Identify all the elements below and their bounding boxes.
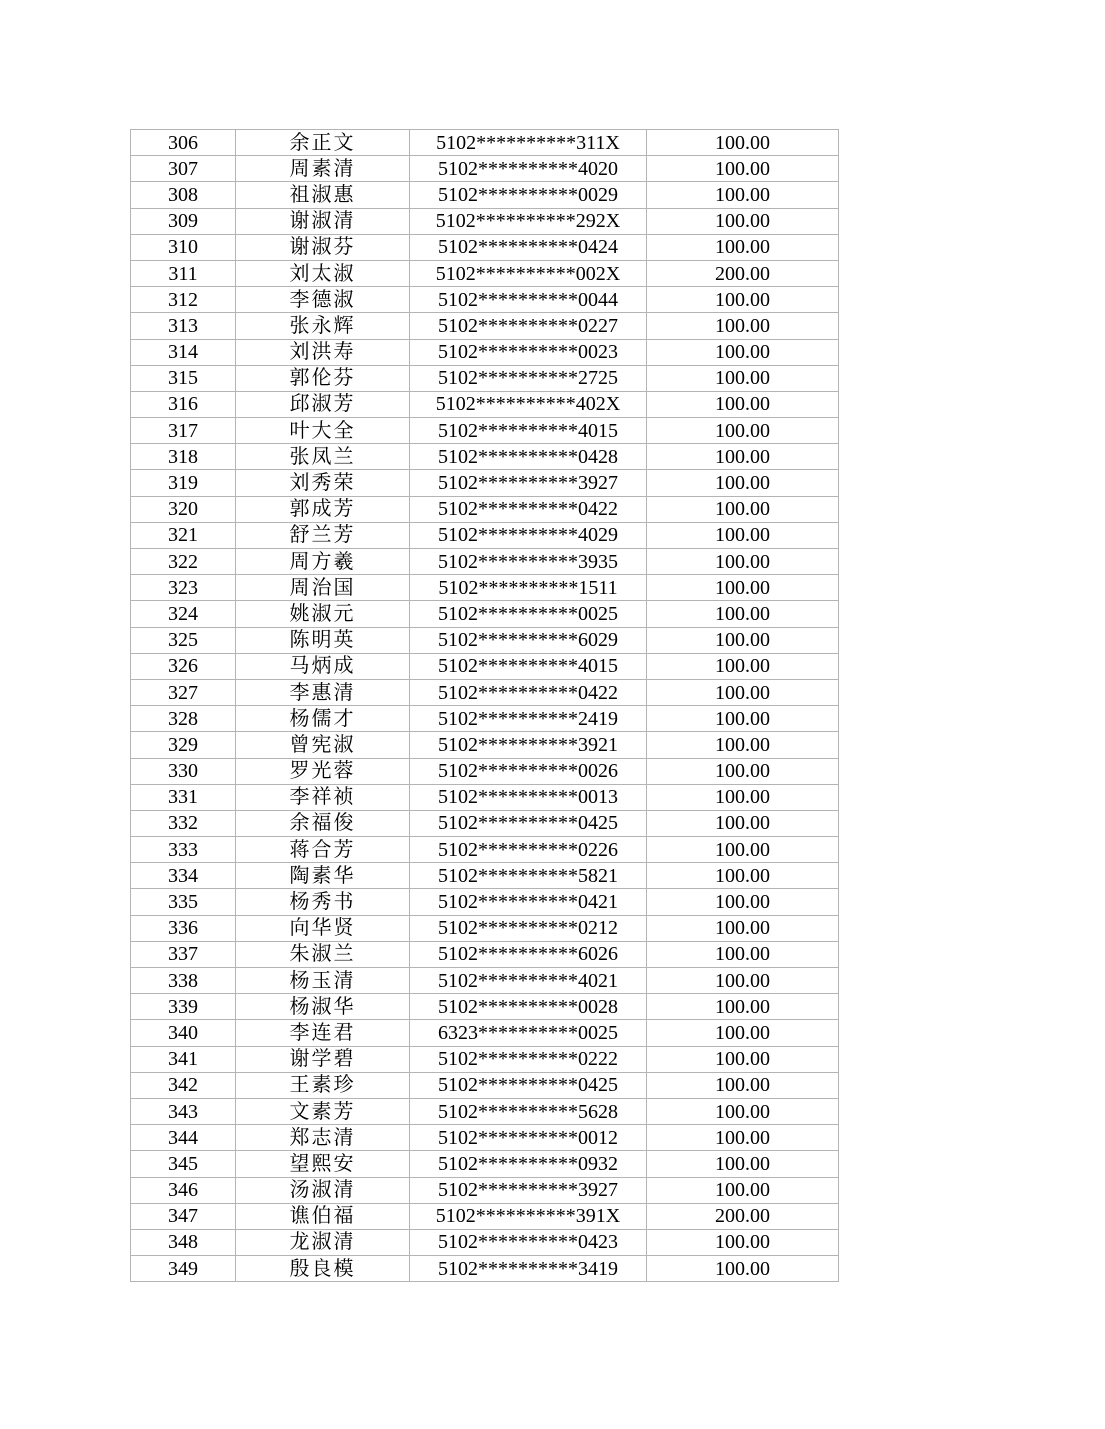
table-row bbox=[131, 1098, 839, 1124]
id-number-cell: 5102**********0421 bbox=[410, 889, 647, 915]
amount-cell: 100.00 bbox=[647, 522, 839, 548]
person-name-cell: 李惠清 bbox=[236, 679, 410, 705]
id-number-cell: 5102**********0425 bbox=[410, 1072, 647, 1098]
row-number-cell: 314 bbox=[131, 339, 236, 365]
id-number-cell: 5102**********3419 bbox=[410, 1256, 647, 1282]
row-number-cell: 316 bbox=[131, 391, 236, 417]
row-number-cell: 338 bbox=[131, 968, 236, 994]
id-number-cell: 5102**********4015 bbox=[410, 418, 647, 444]
row-number-cell: 323 bbox=[131, 575, 236, 601]
id-number-cell: 5102**********0424 bbox=[410, 234, 647, 260]
table-row bbox=[131, 1020, 839, 1046]
amount-cell: 100.00 bbox=[647, 601, 839, 627]
table-row bbox=[131, 784, 839, 810]
row-number-cell: 319 bbox=[131, 470, 236, 496]
table-row bbox=[131, 418, 839, 444]
person-name-cell: 罗光蓉 bbox=[236, 758, 410, 784]
amount-cell: 100.00 bbox=[647, 732, 839, 758]
table-row bbox=[131, 339, 839, 365]
row-number-cell: 334 bbox=[131, 863, 236, 889]
row-number-cell: 333 bbox=[131, 837, 236, 863]
person-name-cell: 周方羲 bbox=[236, 549, 410, 575]
row-number-cell: 311 bbox=[131, 260, 236, 286]
person-name-cell: 蒋合芳 bbox=[236, 837, 410, 863]
table-row bbox=[131, 444, 839, 470]
amount-cell: 100.00 bbox=[647, 1229, 839, 1255]
person-name-cell: 杨儒才 bbox=[236, 706, 410, 732]
amount-cell: 100.00 bbox=[647, 784, 839, 810]
person-name-cell: 叶大全 bbox=[236, 418, 410, 444]
person-name-cell: 殷良模 bbox=[236, 1256, 410, 1282]
row-number-cell: 341 bbox=[131, 1046, 236, 1072]
amount-cell: 100.00 bbox=[647, 496, 839, 522]
person-name-cell: 杨秀书 bbox=[236, 889, 410, 915]
row-number-cell: 324 bbox=[131, 601, 236, 627]
id-number-cell: 5102**********5821 bbox=[410, 863, 647, 889]
person-name-cell: 汤淑清 bbox=[236, 1177, 410, 1203]
table-row bbox=[131, 627, 839, 653]
row-number-cell: 331 bbox=[131, 784, 236, 810]
table-row bbox=[131, 182, 839, 208]
id-number-cell: 5102**********3927 bbox=[410, 470, 647, 496]
person-name-cell: 文素芳 bbox=[236, 1098, 410, 1124]
row-number-cell: 349 bbox=[131, 1256, 236, 1282]
person-name-cell: 望熙安 bbox=[236, 1151, 410, 1177]
person-name-cell: 李德淑 bbox=[236, 287, 410, 313]
id-number-cell: 5102**********311X bbox=[410, 130, 647, 156]
id-number-cell: 5102**********0227 bbox=[410, 313, 647, 339]
amount-cell: 100.00 bbox=[647, 1098, 839, 1124]
row-number-cell: 313 bbox=[131, 313, 236, 339]
person-name-cell: 谢学碧 bbox=[236, 1046, 410, 1072]
table-row bbox=[131, 601, 839, 627]
row-number-cell: 332 bbox=[131, 810, 236, 836]
table-row bbox=[131, 1072, 839, 1098]
id-number-cell: 5102**********0423 bbox=[410, 1229, 647, 1255]
table-row bbox=[131, 365, 839, 391]
table-row bbox=[131, 575, 839, 601]
id-number-cell: 5102**********0025 bbox=[410, 601, 647, 627]
row-number-cell: 342 bbox=[131, 1072, 236, 1098]
row-number-cell: 340 bbox=[131, 1020, 236, 1046]
table-row bbox=[131, 1229, 839, 1255]
id-number-cell: 5102**********0212 bbox=[410, 915, 647, 941]
row-number-cell: 329 bbox=[131, 732, 236, 758]
amount-cell: 100.00 bbox=[647, 313, 839, 339]
amount-cell: 100.00 bbox=[647, 470, 839, 496]
person-name-cell: 舒兰芳 bbox=[236, 522, 410, 548]
row-number-cell: 310 bbox=[131, 234, 236, 260]
person-name-cell: 郭伦芬 bbox=[236, 365, 410, 391]
table-row bbox=[131, 758, 839, 784]
person-name-cell: 祖淑惠 bbox=[236, 182, 410, 208]
row-number-cell: 306 bbox=[131, 130, 236, 156]
person-name-cell: 刘洪寿 bbox=[236, 339, 410, 365]
row-number-cell: 337 bbox=[131, 941, 236, 967]
row-number-cell: 325 bbox=[131, 627, 236, 653]
amount-cell: 100.00 bbox=[647, 863, 839, 889]
table-row bbox=[131, 706, 839, 732]
person-name-cell: 周素清 bbox=[236, 156, 410, 182]
row-number-cell: 309 bbox=[131, 208, 236, 234]
person-name-cell: 谯伯福 bbox=[236, 1203, 410, 1229]
table-row bbox=[131, 287, 839, 313]
id-number-cell: 5102**********0029 bbox=[410, 182, 647, 208]
person-name-cell: 曾宪淑 bbox=[236, 732, 410, 758]
table-row bbox=[131, 732, 839, 758]
person-name-cell: 李祥祯 bbox=[236, 784, 410, 810]
person-name-cell: 向华贤 bbox=[236, 915, 410, 941]
id-number-cell: 5102**********0222 bbox=[410, 1046, 647, 1072]
id-number-cell: 5102**********0044 bbox=[410, 287, 647, 313]
row-number-cell: 321 bbox=[131, 522, 236, 548]
table-row bbox=[131, 810, 839, 836]
table-row bbox=[131, 653, 839, 679]
person-name-cell: 邱淑芳 bbox=[236, 391, 410, 417]
amount-cell: 100.00 bbox=[647, 182, 839, 208]
table-row bbox=[131, 234, 839, 260]
id-number-cell: 5102**********0422 bbox=[410, 496, 647, 522]
person-name-cell: 余福俊 bbox=[236, 810, 410, 836]
amount-cell: 100.00 bbox=[647, 706, 839, 732]
amount-cell: 100.00 bbox=[647, 758, 839, 784]
row-number-cell: 322 bbox=[131, 549, 236, 575]
amount-cell: 100.00 bbox=[647, 837, 839, 863]
person-name-cell: 谢淑芬 bbox=[236, 234, 410, 260]
row-number-cell: 347 bbox=[131, 1203, 236, 1229]
table-row bbox=[131, 889, 839, 915]
table-row bbox=[131, 994, 839, 1020]
amount-cell: 100.00 bbox=[647, 444, 839, 470]
id-number-cell: 5102**********0932 bbox=[410, 1151, 647, 1177]
id-number-cell: 5102**********6029 bbox=[410, 627, 647, 653]
data-table bbox=[130, 129, 839, 1282]
id-number-cell: 5102**********0012 bbox=[410, 1125, 647, 1151]
row-number-cell: 339 bbox=[131, 994, 236, 1020]
amount-cell: 100.00 bbox=[647, 968, 839, 994]
table-row bbox=[131, 915, 839, 941]
id-number-cell: 5102**********3935 bbox=[410, 549, 647, 575]
table-row bbox=[131, 522, 839, 548]
table-row bbox=[131, 1177, 839, 1203]
amount-cell: 100.00 bbox=[647, 339, 839, 365]
amount-cell: 100.00 bbox=[647, 653, 839, 679]
table-row bbox=[131, 130, 839, 156]
table-row bbox=[131, 1256, 839, 1282]
row-number-cell: 346 bbox=[131, 1177, 236, 1203]
amount-cell: 100.00 bbox=[647, 994, 839, 1020]
person-name-cell: 张永辉 bbox=[236, 313, 410, 339]
id-number-cell: 5102**********5628 bbox=[410, 1098, 647, 1124]
amount-cell: 100.00 bbox=[647, 287, 839, 313]
amount-cell: 100.00 bbox=[647, 549, 839, 575]
table-row bbox=[131, 208, 839, 234]
amount-cell: 100.00 bbox=[647, 208, 839, 234]
table-row bbox=[131, 470, 839, 496]
person-name-cell: 郭成芳 bbox=[236, 496, 410, 522]
table-row bbox=[131, 837, 839, 863]
amount-cell: 100.00 bbox=[647, 1151, 839, 1177]
amount-cell: 100.00 bbox=[647, 1046, 839, 1072]
amount-cell: 100.00 bbox=[647, 810, 839, 836]
person-name-cell: 马炳成 bbox=[236, 653, 410, 679]
row-number-cell: 320 bbox=[131, 496, 236, 522]
id-number-cell: 5102**********4021 bbox=[410, 968, 647, 994]
row-number-cell: 315 bbox=[131, 365, 236, 391]
person-name-cell: 杨淑华 bbox=[236, 994, 410, 1020]
amount-cell: 200.00 bbox=[647, 260, 839, 286]
amount-cell: 100.00 bbox=[647, 1072, 839, 1098]
id-number-cell: 5102**********4029 bbox=[410, 522, 647, 548]
row-number-cell: 335 bbox=[131, 889, 236, 915]
person-name-cell: 陈明英 bbox=[236, 627, 410, 653]
person-name-cell: 郑志清 bbox=[236, 1125, 410, 1151]
row-number-cell: 345 bbox=[131, 1151, 236, 1177]
id-number-cell: 5102**********0023 bbox=[410, 339, 647, 365]
person-name-cell: 周治国 bbox=[236, 575, 410, 601]
row-number-cell: 326 bbox=[131, 653, 236, 679]
amount-cell: 100.00 bbox=[647, 679, 839, 705]
row-number-cell: 327 bbox=[131, 679, 236, 705]
row-number-cell: 328 bbox=[131, 706, 236, 732]
person-name-cell: 李连君 bbox=[236, 1020, 410, 1046]
amount-cell: 200.00 bbox=[647, 1203, 839, 1229]
id-number-cell: 5102**********3921 bbox=[410, 732, 647, 758]
person-name-cell: 刘太淑 bbox=[236, 260, 410, 286]
table-row bbox=[131, 1151, 839, 1177]
table-row bbox=[131, 679, 839, 705]
person-name-cell: 陶素华 bbox=[236, 863, 410, 889]
amount-cell: 100.00 bbox=[647, 418, 839, 444]
person-name-cell: 谢淑清 bbox=[236, 208, 410, 234]
id-number-cell: 5102**********391X bbox=[410, 1203, 647, 1229]
id-number-cell: 5102**********2725 bbox=[410, 365, 647, 391]
amount-cell: 100.00 bbox=[647, 365, 839, 391]
table-row bbox=[131, 1125, 839, 1151]
amount-cell: 100.00 bbox=[647, 234, 839, 260]
id-number-cell: 5102**********6026 bbox=[410, 941, 647, 967]
row-number-cell: 312 bbox=[131, 287, 236, 313]
id-number-cell: 6323**********0025 bbox=[410, 1020, 647, 1046]
row-number-cell: 348 bbox=[131, 1229, 236, 1255]
amount-cell: 100.00 bbox=[647, 1177, 839, 1203]
id-number-cell: 5102**********4020 bbox=[410, 156, 647, 182]
person-name-cell: 龙淑清 bbox=[236, 1229, 410, 1255]
row-number-cell: 344 bbox=[131, 1125, 236, 1151]
amount-cell: 100.00 bbox=[647, 575, 839, 601]
table-row bbox=[131, 1046, 839, 1072]
id-number-cell: 5102**********0425 bbox=[410, 810, 647, 836]
id-number-cell: 5102**********0026 bbox=[410, 758, 647, 784]
person-name-cell: 王素珍 bbox=[236, 1072, 410, 1098]
table-row bbox=[131, 391, 839, 417]
amount-cell: 100.00 bbox=[647, 1256, 839, 1282]
id-number-cell: 5102**********4015 bbox=[410, 653, 647, 679]
person-name-cell: 余正文 bbox=[236, 130, 410, 156]
amount-cell: 100.00 bbox=[647, 156, 839, 182]
amount-cell: 100.00 bbox=[647, 391, 839, 417]
id-number-cell: 5102**********2419 bbox=[410, 706, 647, 732]
amount-cell: 100.00 bbox=[647, 889, 839, 915]
id-number-cell: 5102**********0422 bbox=[410, 679, 647, 705]
amount-cell: 100.00 bbox=[647, 627, 839, 653]
person-name-cell: 姚淑元 bbox=[236, 601, 410, 627]
amount-cell: 100.00 bbox=[647, 915, 839, 941]
amount-cell: 100.00 bbox=[647, 1020, 839, 1046]
id-number-cell: 5102**********402X bbox=[410, 391, 647, 417]
id-number-cell: 5102**********0428 bbox=[410, 444, 647, 470]
table-row bbox=[131, 941, 839, 967]
person-name-cell: 杨玉清 bbox=[236, 968, 410, 994]
person-name-cell: 刘秀荣 bbox=[236, 470, 410, 496]
table-row bbox=[131, 260, 839, 286]
id-number-cell: 5102**********292X bbox=[410, 208, 647, 234]
amount-cell: 100.00 bbox=[647, 130, 839, 156]
table-row bbox=[131, 496, 839, 522]
id-number-cell: 5102**********0013 bbox=[410, 784, 647, 810]
table-row bbox=[131, 968, 839, 994]
person-name-cell: 朱淑兰 bbox=[236, 941, 410, 967]
table-row bbox=[131, 313, 839, 339]
table-body bbox=[131, 130, 839, 1282]
row-number-cell: 318 bbox=[131, 444, 236, 470]
id-number-cell: 5102**********3927 bbox=[410, 1177, 647, 1203]
person-name-cell: 张凤兰 bbox=[236, 444, 410, 470]
row-number-cell: 308 bbox=[131, 182, 236, 208]
table-row bbox=[131, 549, 839, 575]
amount-cell: 100.00 bbox=[647, 941, 839, 967]
row-number-cell: 317 bbox=[131, 418, 236, 444]
id-number-cell: 5102**********002X bbox=[410, 260, 647, 286]
table-row bbox=[131, 1203, 839, 1229]
row-number-cell: 330 bbox=[131, 758, 236, 784]
id-number-cell: 5102**********0028 bbox=[410, 994, 647, 1020]
id-number-cell: 5102**********0226 bbox=[410, 837, 647, 863]
row-number-cell: 307 bbox=[131, 156, 236, 182]
table-row bbox=[131, 863, 839, 889]
amount-cell: 100.00 bbox=[647, 1125, 839, 1151]
table-row bbox=[131, 156, 839, 182]
row-number-cell: 336 bbox=[131, 915, 236, 941]
id-number-cell: 5102**********1511 bbox=[410, 575, 647, 601]
row-number-cell: 343 bbox=[131, 1098, 236, 1124]
